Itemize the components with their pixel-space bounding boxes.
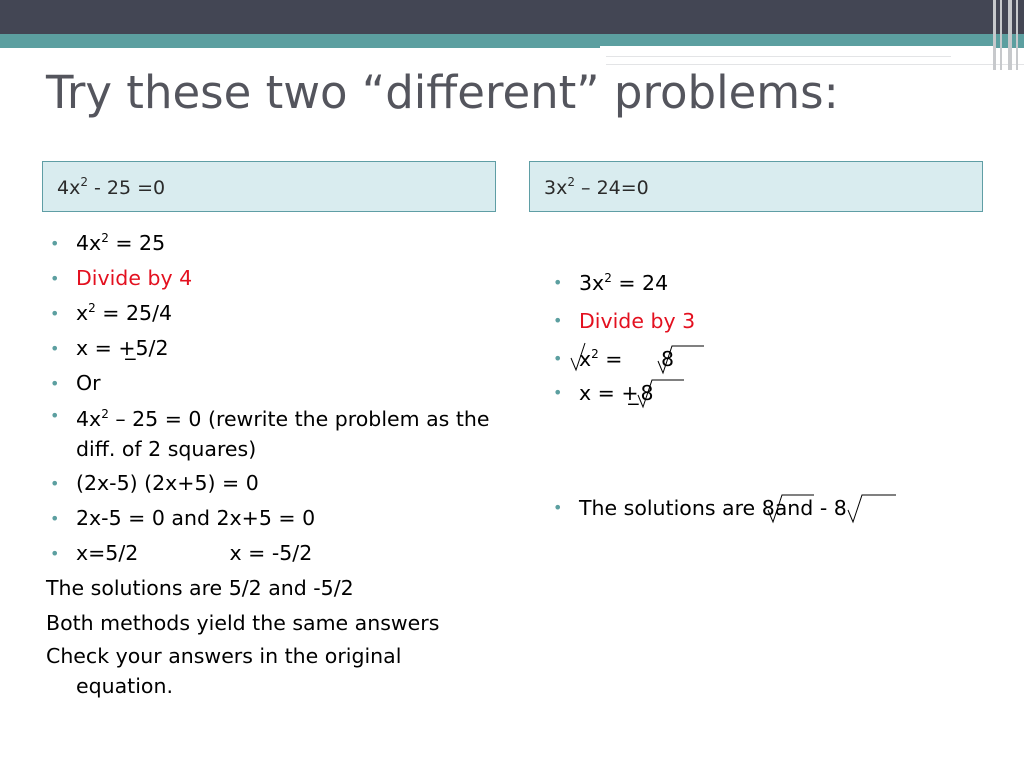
item-pre: 4x bbox=[76, 407, 102, 431]
solutions-line: The solutions are 5/2 and -5/2 bbox=[46, 576, 354, 600]
deco-stripe bbox=[993, 0, 996, 70]
right-header-pre: 3x bbox=[544, 177, 568, 199]
list-item: • (2x-5) (2x+5) = 0 bbox=[46, 466, 506, 501]
item-pre: 4x bbox=[76, 231, 102, 255]
item-val: 8 bbox=[761, 496, 775, 520]
item-pre: The solutions are bbox=[579, 496, 762, 520]
check-line-b: equation. bbox=[76, 674, 173, 698]
item-val: 8 bbox=[640, 381, 654, 405]
deco-stripe bbox=[1016, 0, 1018, 70]
item-mid: and - bbox=[774, 496, 834, 520]
item-post: = 25/4 bbox=[95, 301, 173, 325]
right-header-post: – 24=0 bbox=[574, 177, 649, 199]
right-header-exp: 2 bbox=[567, 175, 575, 189]
item-exp: 2 bbox=[591, 347, 599, 361]
right-content bbox=[549, 264, 989, 527]
radical-icon bbox=[847, 494, 897, 524]
list-item: • Divide by 3 bbox=[549, 302, 989, 340]
item-pre: x bbox=[579, 347, 592, 371]
item-exp: 2 bbox=[88, 301, 96, 315]
check-line bbox=[46, 641, 506, 701]
left-header-exp: 2 bbox=[80, 175, 88, 189]
left-header-post: - 25 =0 bbox=[87, 177, 166, 199]
deco-stripe bbox=[1008, 0, 1012, 70]
item-post: = 24 bbox=[611, 271, 669, 295]
list-item: • x = +̲5/2 bbox=[46, 331, 506, 366]
item-post: = bbox=[598, 347, 623, 371]
list-item: • x=5/2 x = -5/2 bbox=[46, 536, 506, 571]
item-post: – 25 = 0 (rewrite the problem as the diff. of 2 squares) bbox=[76, 407, 490, 461]
deco-line bbox=[606, 64, 1024, 65]
list-item: • Or bbox=[46, 366, 506, 401]
item-pre: 3x bbox=[579, 271, 605, 295]
list-item bbox=[549, 374, 989, 412]
right-header bbox=[529, 161, 983, 212]
spacer bbox=[549, 412, 989, 489]
item-exp: 2 bbox=[101, 231, 109, 245]
list-item bbox=[549, 264, 989, 302]
deco-stripe bbox=[1000, 0, 1002, 70]
item-val: 8 bbox=[833, 496, 847, 520]
left-content bbox=[46, 226, 506, 701]
left-header bbox=[42, 161, 496, 212]
list-item bbox=[46, 401, 506, 466]
radical-icon bbox=[570, 342, 586, 372]
methods-line: Both methods yield the same answers bbox=[46, 611, 440, 635]
item-exp: 2 bbox=[101, 407, 109, 421]
list-item: • 2x-5 = 0 and 2x+5 = 0 bbox=[46, 501, 506, 536]
item-exp: 2 bbox=[604, 271, 612, 285]
list-item: • Divide by 4 bbox=[46, 261, 506, 296]
deco-line bbox=[606, 56, 951, 57]
slide-title: Try these two “different” problems: bbox=[46, 66, 839, 119]
item-val: 8 bbox=[661, 347, 675, 371]
left-header-pre: 4x bbox=[57, 177, 81, 199]
list-item bbox=[46, 296, 506, 331]
check-line-a: Check your answers in the original bbox=[46, 644, 402, 668]
list-item bbox=[46, 226, 506, 261]
top-bar bbox=[0, 0, 1024, 34]
item-pre: x = +̲ bbox=[579, 381, 639, 405]
item-post: = 25 bbox=[108, 231, 166, 255]
list-item bbox=[549, 340, 989, 378]
item-pre: x bbox=[76, 301, 89, 325]
deco-line bbox=[600, 46, 995, 48]
list-item bbox=[549, 489, 989, 527]
